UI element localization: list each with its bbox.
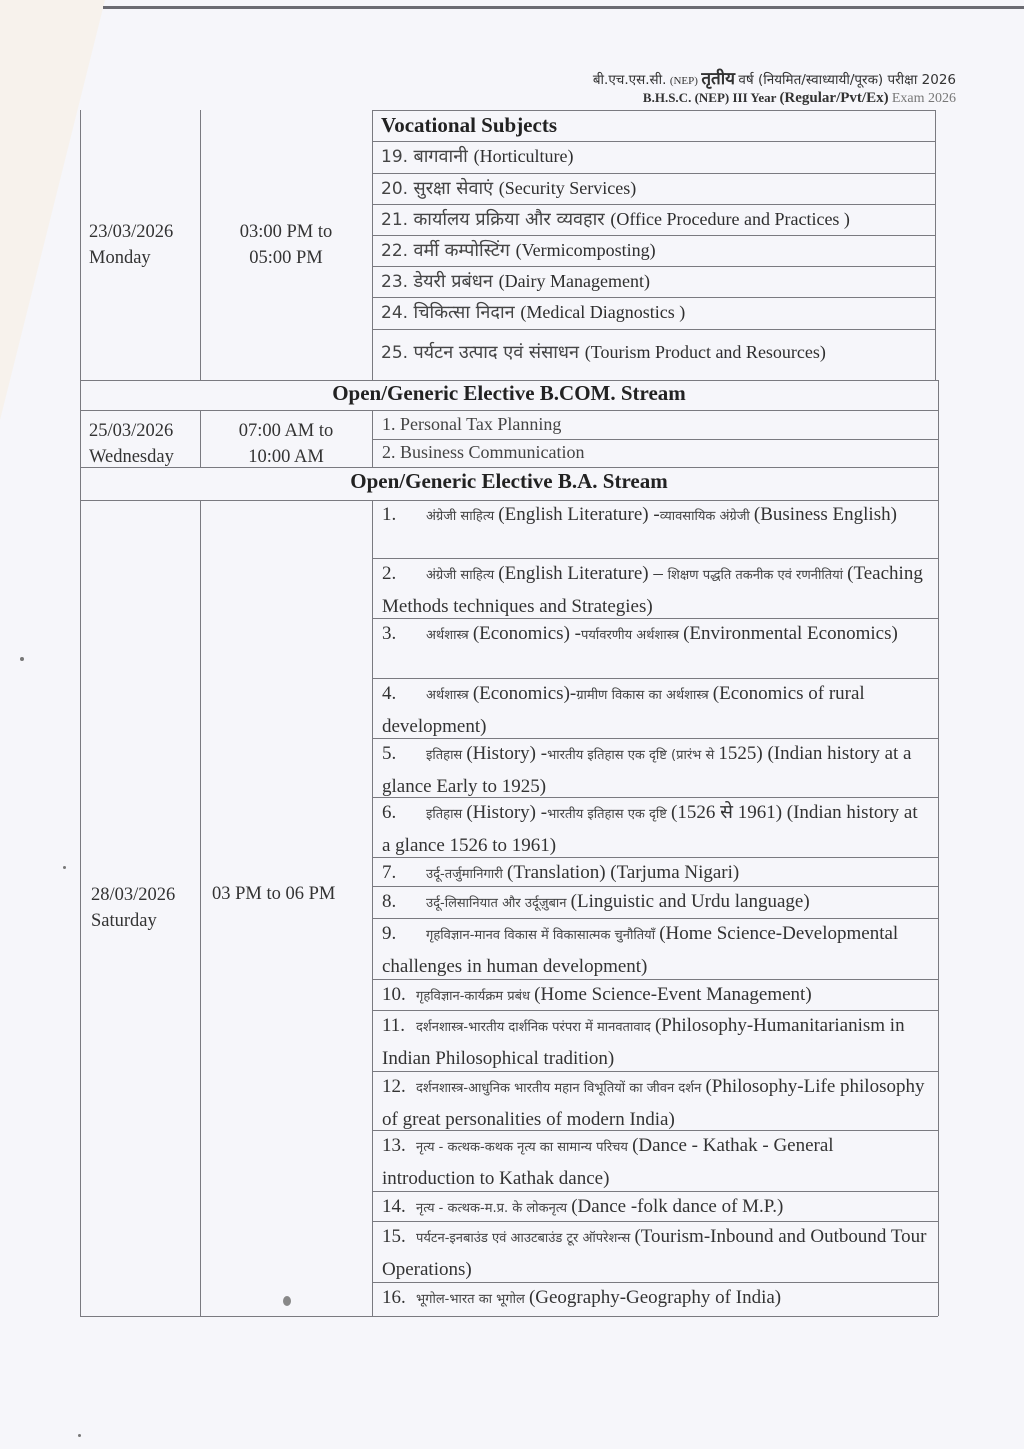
table-column-border	[372, 500, 373, 1316]
ba-date-cell	[91, 882, 175, 934]
table-row-border	[372, 297, 935, 298]
subject-hindi: नृत्य - कत्थक-कथक नृत्य का सामान्य परिचय	[416, 1140, 633, 1155]
subject-english-detail: (Business English)	[753, 504, 897, 525]
ba-subject	[382, 618, 927, 651]
subject-english-detail: (Teaching Methods techniques and Strategies)	[382, 563, 923, 617]
ba-subject	[382, 797, 927, 861]
subject-english: (History) -	[466, 802, 548, 823]
subject-english: (English Literature) –	[498, 563, 668, 584]
subject-hindi-detail: भारतीय इतिहास एक दृष्टि (प्रारंभ से	[547, 748, 719, 763]
subject-english-detail: (1526 से 1961) (Indian history at a glance 1526 to 1961)	[382, 802, 918, 856]
subject-hindi: इतिहास	[426, 807, 467, 822]
subject-number: 10.	[382, 984, 406, 1005]
subject-hindi: गृहविज्ञान-कार्यक्रम प्रबंध	[416, 989, 535, 1004]
vocational-subject	[381, 340, 826, 364]
subject-number: 14.	[382, 1196, 406, 1217]
ba-subject	[382, 1282, 927, 1315]
header-year-hindi: तृतीय	[701, 69, 735, 89]
scan-speck	[20, 657, 24, 661]
table-row-border	[372, 173, 935, 174]
subject-english: (Home Science-Event Management)	[534, 984, 812, 1005]
subject-hindi-detail: पर्यावरणीय अर्थशास्त्र	[580, 628, 684, 643]
subject-number: 8.	[382, 891, 397, 912]
subject-hindi: अर्थशास्त्र	[426, 688, 473, 703]
subject-english-detail: (Environmental Economics)	[683, 623, 898, 644]
table-column-border	[200, 500, 201, 1316]
subject-hindi-detail: ग्रामीण विकास का अर्थशास्त्र	[576, 688, 713, 703]
subject-hindi: गृहविज्ञान-मानव विकास में विकासात्मक चुनौतियाँ	[426, 928, 660, 943]
table-column-border	[935, 110, 936, 380]
ba-subject	[382, 499, 927, 532]
ba-subject	[382, 918, 927, 982]
time-end: 10:00 AM	[248, 447, 324, 467]
exam-day: Monday	[89, 248, 151, 268]
subject-number: 9.	[382, 923, 397, 944]
table-row-border	[80, 410, 938, 411]
ba-subject	[382, 886, 927, 919]
table-column-border	[372, 410, 373, 467]
subject-english: (Medical Diagnostics )	[520, 302, 686, 322]
vocational-subject	[381, 300, 685, 324]
bcom-time-cell	[200, 418, 372, 470]
bcom-date-cell	[89, 418, 174, 470]
ba-subject	[382, 1191, 927, 1224]
subject-english: (Horticulture)	[473, 146, 574, 166]
subject-number: 11.	[382, 1015, 406, 1036]
subject-hindi: वर्मी कम्पोस्टिंग	[413, 240, 516, 261]
bcom-subject: 2. Business Communication	[382, 442, 585, 462]
subject-hindi: इतिहास	[426, 748, 467, 763]
subject-english: (Tourism-Inbound and Outbound Tour Operations)	[382, 1226, 927, 1280]
exam-day: Wednesday	[89, 447, 174, 467]
subject-number: 5.	[382, 743, 397, 764]
subject-hindi: कार्यालय प्रक्रिया और व्यवहार	[413, 209, 611, 230]
subject-hindi: पर्यटन-इनबाउंड एवं आउटबाउंड टूर ऑपरेशन्स	[416, 1231, 635, 1246]
subject-english: (Translation) (Tarjuma Nigari)	[507, 862, 740, 883]
subject-number: 13.	[382, 1135, 406, 1156]
subject-english: (Office Procedure and Practices )	[610, 209, 850, 229]
subject-hindi: डेयरी प्रबंधन	[413, 271, 499, 292]
subject-hindi: उर्दू-लिसानियात और उर्दूज़ुबान	[426, 896, 571, 911]
table-column-border	[938, 380, 939, 1316]
subject-number: 6.	[382, 802, 397, 823]
ba-subject	[382, 1071, 927, 1135]
subject-english: (Dance -folk dance of M.P.)	[571, 1196, 784, 1217]
ba-time-cell: 03 PM to 06 PM	[212, 884, 336, 904]
subject-hindi: अंग्रेजी साहित्य	[426, 568, 499, 583]
time-start: 03:00 PM to	[239, 222, 333, 242]
subject-english: (Dance - Kathak - General introduction to Kathak dance)	[382, 1135, 834, 1189]
vocational-date-cell	[89, 219, 173, 271]
exam-day: Saturday	[91, 911, 157, 931]
subject-hindi: भूगोल-भारत का भूगोल	[416, 1292, 529, 1307]
subject-hindi: अर्थशास्त्र	[426, 628, 473, 643]
subject-english: (Linguistic and Urdu language)	[570, 891, 810, 912]
subject-number: 12.	[382, 1076, 406, 1097]
subject-english: (Tourism Product and Resources)	[584, 342, 826, 362]
subject-number: 23.	[381, 272, 414, 292]
ba-subject	[382, 678, 927, 742]
table-row-border	[372, 266, 935, 267]
subject-number: 15.	[382, 1226, 406, 1247]
subject-english-detail: (Economics of rural development)	[382, 683, 865, 737]
subject-hindi: अंग्रेजी साहित्य	[426, 509, 499, 524]
subject-hindi-detail: शिक्षण पद्धति तकनीक एवं रणनीतियां	[667, 568, 848, 583]
exam-date: 25/03/2026	[89, 421, 174, 441]
bcom-subject: 1. Personal Tax Planning	[382, 414, 562, 434]
vocational-subject	[381, 269, 650, 293]
table-row-border	[372, 235, 935, 236]
header-nep: (NEP)	[669, 75, 698, 87]
ba-stream-heading: Open/Generic Elective B.A. Stream	[350, 469, 668, 493]
subject-english: (Philosophy-Humanitarianism in Indian Philosophical tradition)	[382, 1015, 905, 1069]
ba-subject	[382, 1130, 927, 1194]
subject-hindi: दर्शनशास्त्र-भारतीय दार्शनिक परंपरा में मानवतावाद	[416, 1020, 655, 1035]
scan-speck	[63, 866, 66, 869]
ba-subject	[382, 979, 927, 1012]
header-hindi	[593, 66, 956, 89]
scan-speck	[78, 1434, 81, 1437]
subject-hindi: दर्शनशास्त्र-आधुनिक भारतीय महान विभूतियों का जीवन दर्शन	[416, 1081, 706, 1096]
header-hindi-course: बी.एच.एस.सी.	[592, 72, 667, 88]
subject-english: (History) -	[466, 743, 548, 764]
subject-hindi: सुरक्षा सेवाएं	[413, 178, 499, 199]
subject-number: 7.	[382, 862, 397, 883]
table-row-border	[372, 439, 938, 440]
exam-date: 28/03/2026	[91, 885, 176, 905]
exam-date: 23/03/2026	[89, 222, 174, 242]
subject-number: 4.	[382, 683, 397, 704]
table-row-border	[80, 1316, 938, 1317]
table-column-border	[372, 110, 373, 380]
subject-english: (Security Services)	[498, 178, 637, 198]
vocational-time-cell	[200, 219, 372, 271]
subject-hindi: चिकित्सा निदान	[413, 302, 521, 323]
subject-english: (Geography-Geography of India)	[528, 1287, 782, 1308]
scan-speck	[283, 1296, 291, 1306]
vocational-subject	[381, 207, 850, 231]
subject-number: 3.	[382, 623, 397, 644]
subject-english: (Dairy Management)	[498, 271, 651, 291]
paper-fold-shadow	[0, 0, 110, 1449]
subject-english: (Vermicomposting)	[515, 240, 656, 260]
subject-number: 20.	[381, 179, 414, 199]
header-exam: Exam 2026	[891, 91, 956, 106]
table-row-border	[372, 141, 935, 142]
subject-hindi-detail: भारतीय इतिहास एक दृष्टि	[547, 807, 672, 822]
subject-number: 1.	[382, 504, 397, 525]
header-mode: (Regular/Pvt/Ex)	[779, 90, 889, 106]
subject-english: (Economics)-	[472, 683, 577, 704]
subject-hindi: बागवानी	[413, 146, 474, 167]
vocational-subject	[381, 176, 636, 200]
table-row-border	[372, 204, 935, 205]
subject-number: 25.	[381, 343, 414, 363]
top-edge-line	[103, 6, 1024, 9]
subject-number: 16.	[382, 1287, 406, 1308]
ba-subject	[382, 558, 927, 622]
table-row-border	[372, 110, 935, 111]
header-hindi-rest: वर्ष (नियमित/स्वाध्यायी/पूरक) परीक्षा 2026	[738, 72, 956, 88]
time-end: 05:00 PM	[249, 248, 323, 268]
ba-subject	[382, 1010, 927, 1074]
header-english	[643, 90, 956, 107]
table-column-border	[80, 110, 81, 1316]
subject-number: 2.	[382, 563, 397, 584]
vocational-subject	[381, 144, 574, 168]
ba-subject	[382, 1221, 927, 1285]
subject-number: 22.	[381, 241, 414, 261]
subject-number: 21.	[381, 210, 414, 230]
time-start: 07:00 AM to	[238, 421, 334, 441]
subject-english: (Philosophy-Life philosophy of great personalities of modern India)	[382, 1076, 925, 1130]
vocational-subjects-title: Vocational Subjects	[381, 113, 557, 137]
header-course: B.H.S.C. (NEP) III Year	[642, 90, 777, 105]
subject-number: 19.	[381, 147, 414, 167]
ba-subject	[382, 738, 927, 802]
subject-hindi: नृत्य - कत्थक-म.प्र. के लोकनृत्य	[416, 1201, 572, 1216]
bcom-stream-heading: Open/Generic Elective B.COM. Stream	[332, 381, 686, 405]
subject-english: (Economics) -	[472, 623, 581, 644]
vocational-subject	[381, 238, 656, 262]
subject-english-detail: 1525) (Indian history at a glance Early to 1925)	[382, 743, 912, 797]
subject-english: (English Literature) -	[498, 504, 660, 525]
subject-english: (Home Science-Developmental challenges in human development)	[382, 923, 899, 977]
subject-number: 24.	[381, 303, 414, 323]
table-row-border	[372, 329, 935, 330]
subject-hindi-detail: व्यावसायिक अंग्रेजी	[659, 509, 754, 524]
subject-hindi: उर्दू-तर्जुमानिगारी	[426, 867, 507, 882]
subject-hindi: पर्यटन उत्पाद एवं संसाधन	[413, 342, 585, 363]
